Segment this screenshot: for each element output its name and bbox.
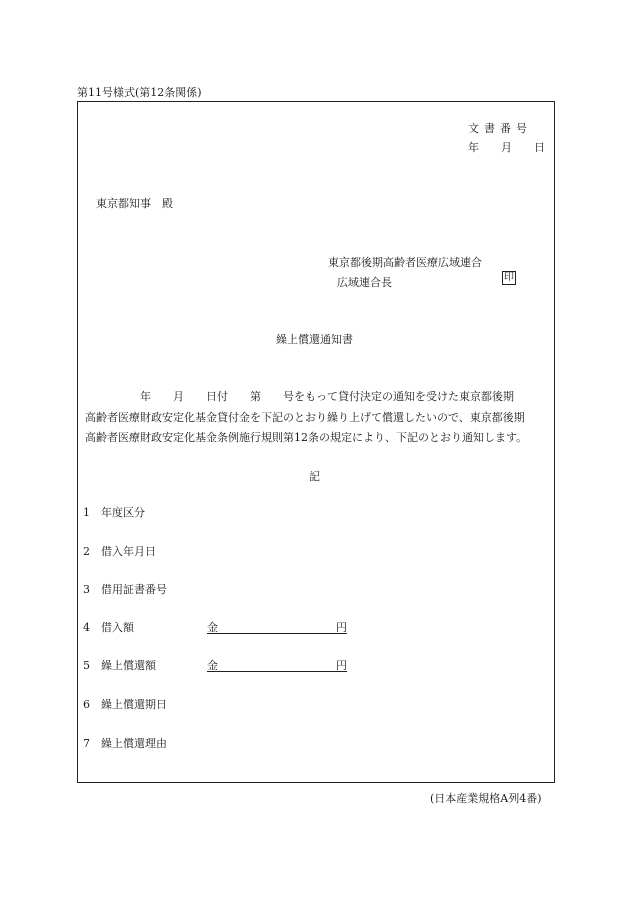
item-number: 3 bbox=[83, 583, 90, 596]
list-item bbox=[83, 581, 167, 597]
item-label: 繰上償還額 bbox=[101, 659, 156, 672]
list-item bbox=[83, 696, 167, 712]
item-number: 4 bbox=[83, 621, 90, 634]
month-label: 月 bbox=[501, 141, 512, 154]
repayment-amount-field bbox=[207, 657, 347, 672]
item-number: 5 bbox=[83, 659, 90, 672]
footer-note: (日本産業規格A列4番) bbox=[430, 792, 542, 805]
addressee: 東京都知事 殿 bbox=[96, 197, 173, 210]
body-text-line: 年 月 日付 第 号をもって貸付決定の通知を受けた東京都後期 bbox=[85, 390, 514, 403]
ki-heading: 記 bbox=[309, 470, 320, 483]
sender-title: 広域連合長 bbox=[337, 276, 392, 289]
amount-prefix: 金 bbox=[207, 659, 218, 672]
item-label: 借入年月日 bbox=[101, 545, 156, 558]
amount-suffix: 円 bbox=[336, 659, 347, 672]
form-label: 第11号様式(第12条関係) bbox=[77, 86, 202, 99]
item-label: 繰上償還期日 bbox=[101, 698, 167, 711]
list-item bbox=[83, 619, 134, 635]
date-line bbox=[468, 139, 545, 155]
amount-suffix: 円 bbox=[336, 621, 347, 634]
item-number: 2 bbox=[83, 545, 90, 558]
list-item bbox=[83, 657, 156, 673]
day-label: 日 bbox=[534, 141, 545, 154]
item-number: 1 bbox=[83, 506, 90, 519]
list-item bbox=[83, 504, 145, 520]
body-text-line: 高齢者医療財政安定化基金条例施行規則第12条の規定により、下記のとおり通知します。 bbox=[85, 431, 528, 444]
item-number: 6 bbox=[83, 698, 90, 711]
item-number: 7 bbox=[83, 737, 90, 750]
list-item bbox=[83, 543, 156, 559]
sender-organization: 東京都後期高齢者医療広域連合 bbox=[328, 256, 482, 269]
list-item bbox=[83, 735, 167, 751]
amount-prefix: 金 bbox=[207, 621, 218, 634]
borrowed-amount-field bbox=[207, 619, 347, 634]
item-label: 借入額 bbox=[101, 621, 134, 634]
seal-stamp: 印 bbox=[504, 272, 514, 283]
body-text-line: 高齢者医療財政安定化基金貸付金を下記のとおり繰り上げて償還したいので、東京都後期 bbox=[85, 411, 525, 424]
item-label: 年度区分 bbox=[101, 506, 145, 519]
item-label: 借用証書番号 bbox=[101, 583, 167, 596]
item-label: 繰上償還理由 bbox=[101, 737, 167, 750]
document-title: 繰上償還通知書 bbox=[276, 333, 353, 346]
document-number-label: 文書番号 bbox=[468, 122, 532, 135]
year-label: 年 bbox=[468, 141, 479, 154]
